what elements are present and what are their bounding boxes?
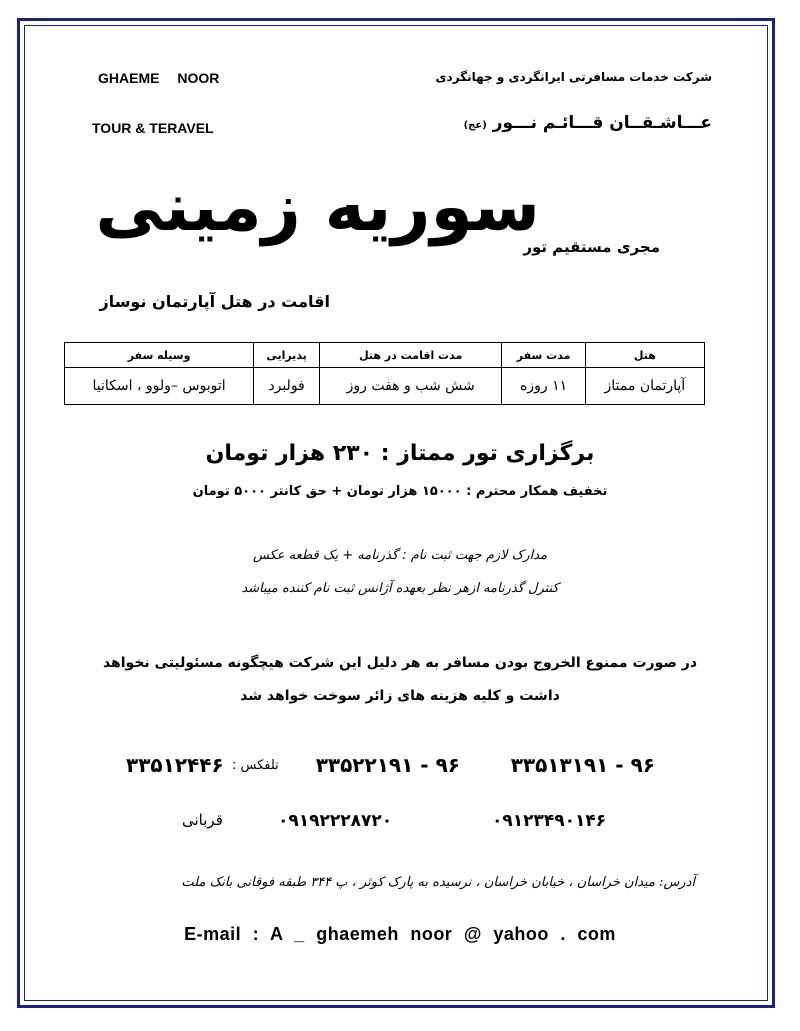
tour-subtitle: مجری مستقیم تور: [523, 238, 660, 256]
passport-check-note: کنترل گذرنامه ازهر نظر بعهده آژانس ثبت نام کننده میباشد: [241, 581, 559, 596]
table-header-cell: مدت اقامت در هتل: [319, 343, 501, 368]
table-cell: اتوبوس –ولوو ، اسکانیا: [65, 368, 254, 405]
table-header-cell: مدت سفر: [502, 343, 585, 368]
table-header-cell: هتل: [585, 343, 704, 368]
table-row: [65, 368, 705, 405]
table-header-row: [65, 343, 705, 368]
travel-ban-disclaimer-line-1: در صورت ممنوع الخروج بودن مسافر به هر دلیل این شرکت هیچگونه مسئولیتی نخواهد: [102, 655, 698, 671]
required-documents: مدارک لازم جهت ثبت نام : گذرنامه + یک قطعه عکس: [252, 548, 548, 563]
tour-details-table: [64, 342, 705, 405]
phone-number-1: ۹۶ - ۳۳۵۱۳۱۹۱: [510, 753, 655, 777]
brand-tagline-fa-honorific: (عج): [463, 120, 487, 131]
contact-person: قربانی: [182, 811, 223, 829]
table-cell: شش شب و هفت روز: [319, 368, 501, 405]
tour-title: سوریه زمینی: [95, 168, 540, 247]
brand-tagline-fa-text: عـــاشـقــان قـــائـم نـــور: [492, 113, 712, 133]
mobile-number-1: ۰۹۱۲۳۴۹۰۱۴۶: [492, 811, 607, 831]
travel-ban-disclaimer-line-2: داشت و کلیه هزینه های زائر سوخت خواهد شد: [240, 688, 560, 704]
contact-email: E-mail : A _ ghaemeh noor @ yahoo . com: [184, 924, 616, 944]
table-header-cell: وسیله سفر: [65, 343, 254, 368]
office-address: آدرس: میدان خراسان ، خیابان خراسان ، نرسیده به پارک کوثر ، پ ۳۴۴ طبقه فوقانی بانک ملت: [181, 875, 695, 890]
tour-price: برگزاری تور ممتاز : ۲۳۰ هزار تومان: [205, 441, 595, 466]
fax-number: ۳۳۵۱۲۴۴۶: [126, 753, 224, 777]
mobile-number-2: ۰۹۱۹۲۲۲۸۷۲۰: [278, 811, 393, 831]
accommodation-note: اقامت در هتل آپارتمان نوساز: [99, 292, 330, 311]
table-cell: ۱۱ روزه: [502, 368, 585, 405]
brand-tagline-en: TOUR & TERAVEL: [92, 120, 214, 136]
phone-number-2: ۹۶ - ۳۳۵۲۲۱۹۱: [315, 753, 460, 777]
company-name-fa: شرکت خدمات مسافرتی ایرانگردی و جهانگردی: [435, 70, 712, 84]
fax-label: تلفکس :: [232, 758, 279, 773]
table-header-cell: پذیرایی: [254, 343, 320, 368]
brand-name-en: GHAEME NOOR: [98, 70, 220, 86]
agent-discount: تخفیف همکار محترم : ۱۵۰۰۰ هزار تومان + حق کانتر ۵۰۰۰ تومان: [192, 484, 608, 499]
table-cell: فولبرد: [254, 368, 320, 405]
brand-tagline-fa: [460, 113, 712, 133]
table-cell: آپارتمان ممتاز: [585, 368, 704, 405]
